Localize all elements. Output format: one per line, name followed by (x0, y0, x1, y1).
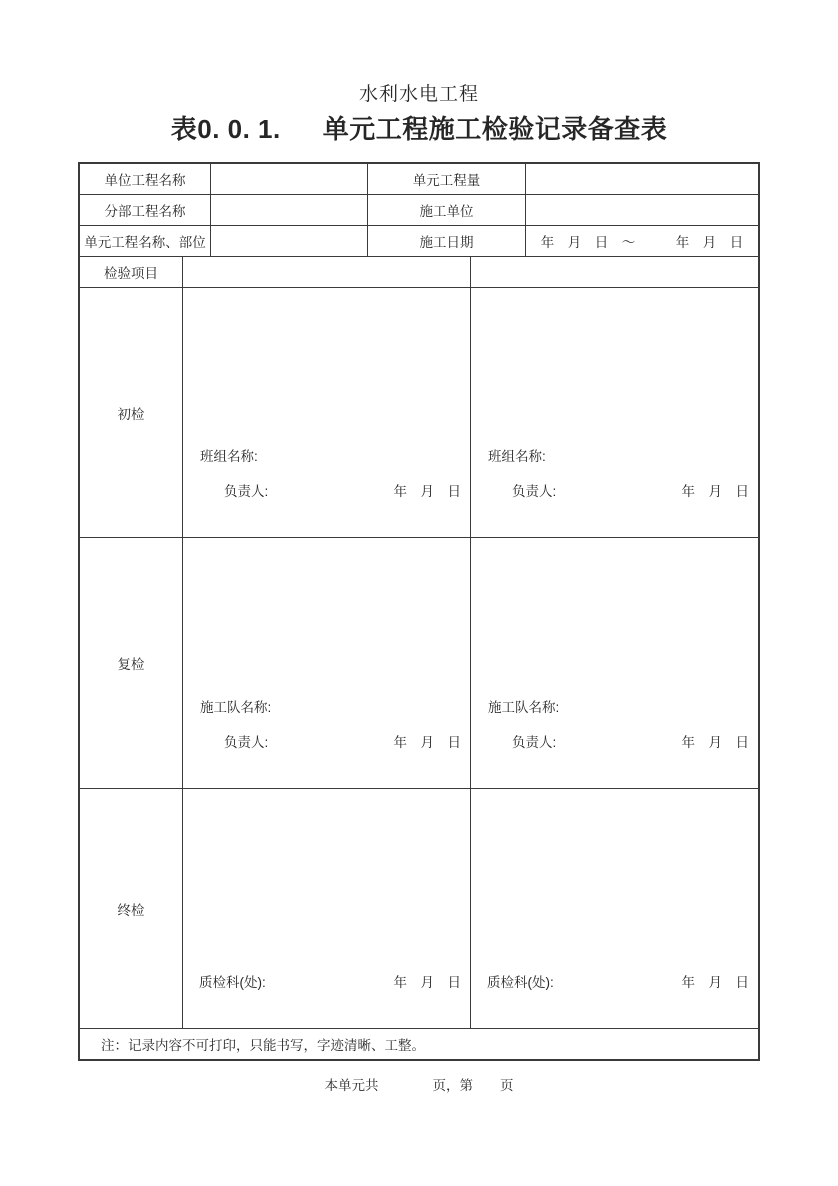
date-blank: 年 月 日 (681, 975, 749, 990)
unit-work-quantity-label: 单元工程量 (368, 164, 526, 194)
inspection-items-left-cell (183, 257, 471, 287)
construction-date-label: 施工日期 (368, 226, 526, 256)
division-project-name-value (211, 195, 368, 225)
doc-title (0, 112, 838, 146)
responsible-person-line (471, 480, 758, 500)
responsible-person-line (183, 731, 470, 751)
info-row-unit-project (80, 164, 758, 195)
date-blank: 年 月 日 (393, 735, 461, 750)
quality-dept-line (471, 971, 758, 991)
info-row-unit-part (80, 226, 758, 257)
doc-title-number: 表0. 0. 1. (170, 114, 281, 144)
unit-project-name-value (211, 164, 368, 194)
final-inspection-right-cell (471, 789, 758, 1028)
re-inspection-left-cell (183, 538, 471, 788)
unit-work-quantity-value (526, 164, 758, 194)
final-inspection-left-cell (183, 789, 471, 1028)
inspection-items-row (80, 257, 758, 288)
unit-project-name-label: 单位工程名称 (80, 164, 211, 194)
responsible-person-label: 负责人: (512, 484, 557, 499)
division-project-name-label: 分部工程名称 (80, 195, 211, 225)
quality-dept-label: 质检科(处): (199, 975, 266, 990)
date-blank: 年 月 日 (393, 484, 461, 499)
unit-project-part-value (211, 226, 368, 256)
unit-project-part-label: 单元工程名称、部位 (80, 226, 211, 256)
team-name-label: 班组名称: (200, 449, 258, 464)
note-text: 注：记录内容不可打印，只能书写，字迹清晰、工整。 (101, 1038, 425, 1053)
construction-date-value: 年 月 日 ～ 年 月 日 (540, 235, 744, 250)
construction-unit-label: 施工单位 (368, 195, 526, 225)
team-name-label: 班组名称: (488, 449, 546, 464)
responsible-person-label: 负责人: (512, 735, 557, 750)
responsible-person-line (471, 731, 758, 751)
inspection-items-right-cell (471, 257, 758, 287)
doc-subtitle: 水利水电工程 (358, 84, 479, 105)
page-footer: 本单元共 页，第 页 (324, 1078, 514, 1093)
final-inspection-row (80, 789, 758, 1029)
note-row (80, 1029, 758, 1059)
crew-name-label: 施工队名称: (200, 700, 272, 715)
doc-title-text: 单元工程施工检验记录备查表 (322, 114, 668, 144)
date-blank: 年 月 日 (393, 975, 461, 990)
date-blank: 年 月 日 (681, 735, 749, 750)
inspection-items-label: 检验项目 (80, 257, 183, 287)
re-inspection-right-cell (471, 538, 758, 788)
inspection-record-table (78, 162, 760, 1061)
initial-inspection-right-cell (471, 288, 758, 537)
crew-name-label: 施工队名称: (488, 700, 560, 715)
info-row-division-project (80, 195, 758, 226)
quality-dept-label: 质检科(处): (487, 975, 554, 990)
final-inspection-label: 终检 (80, 789, 183, 1028)
responsible-person-line (183, 480, 470, 500)
responsible-person-label: 负责人: (224, 735, 269, 750)
initial-inspection-left-cell (183, 288, 471, 537)
responsible-person-label: 负责人: (224, 484, 269, 499)
date-blank: 年 月 日 (681, 484, 749, 499)
initial-inspection-row (80, 288, 758, 538)
construction-unit-value (526, 195, 758, 225)
re-inspection-row (80, 538, 758, 789)
quality-dept-line (183, 971, 470, 991)
initial-inspection-label: 初检 (80, 288, 183, 537)
re-inspection-label: 复检 (80, 538, 183, 788)
